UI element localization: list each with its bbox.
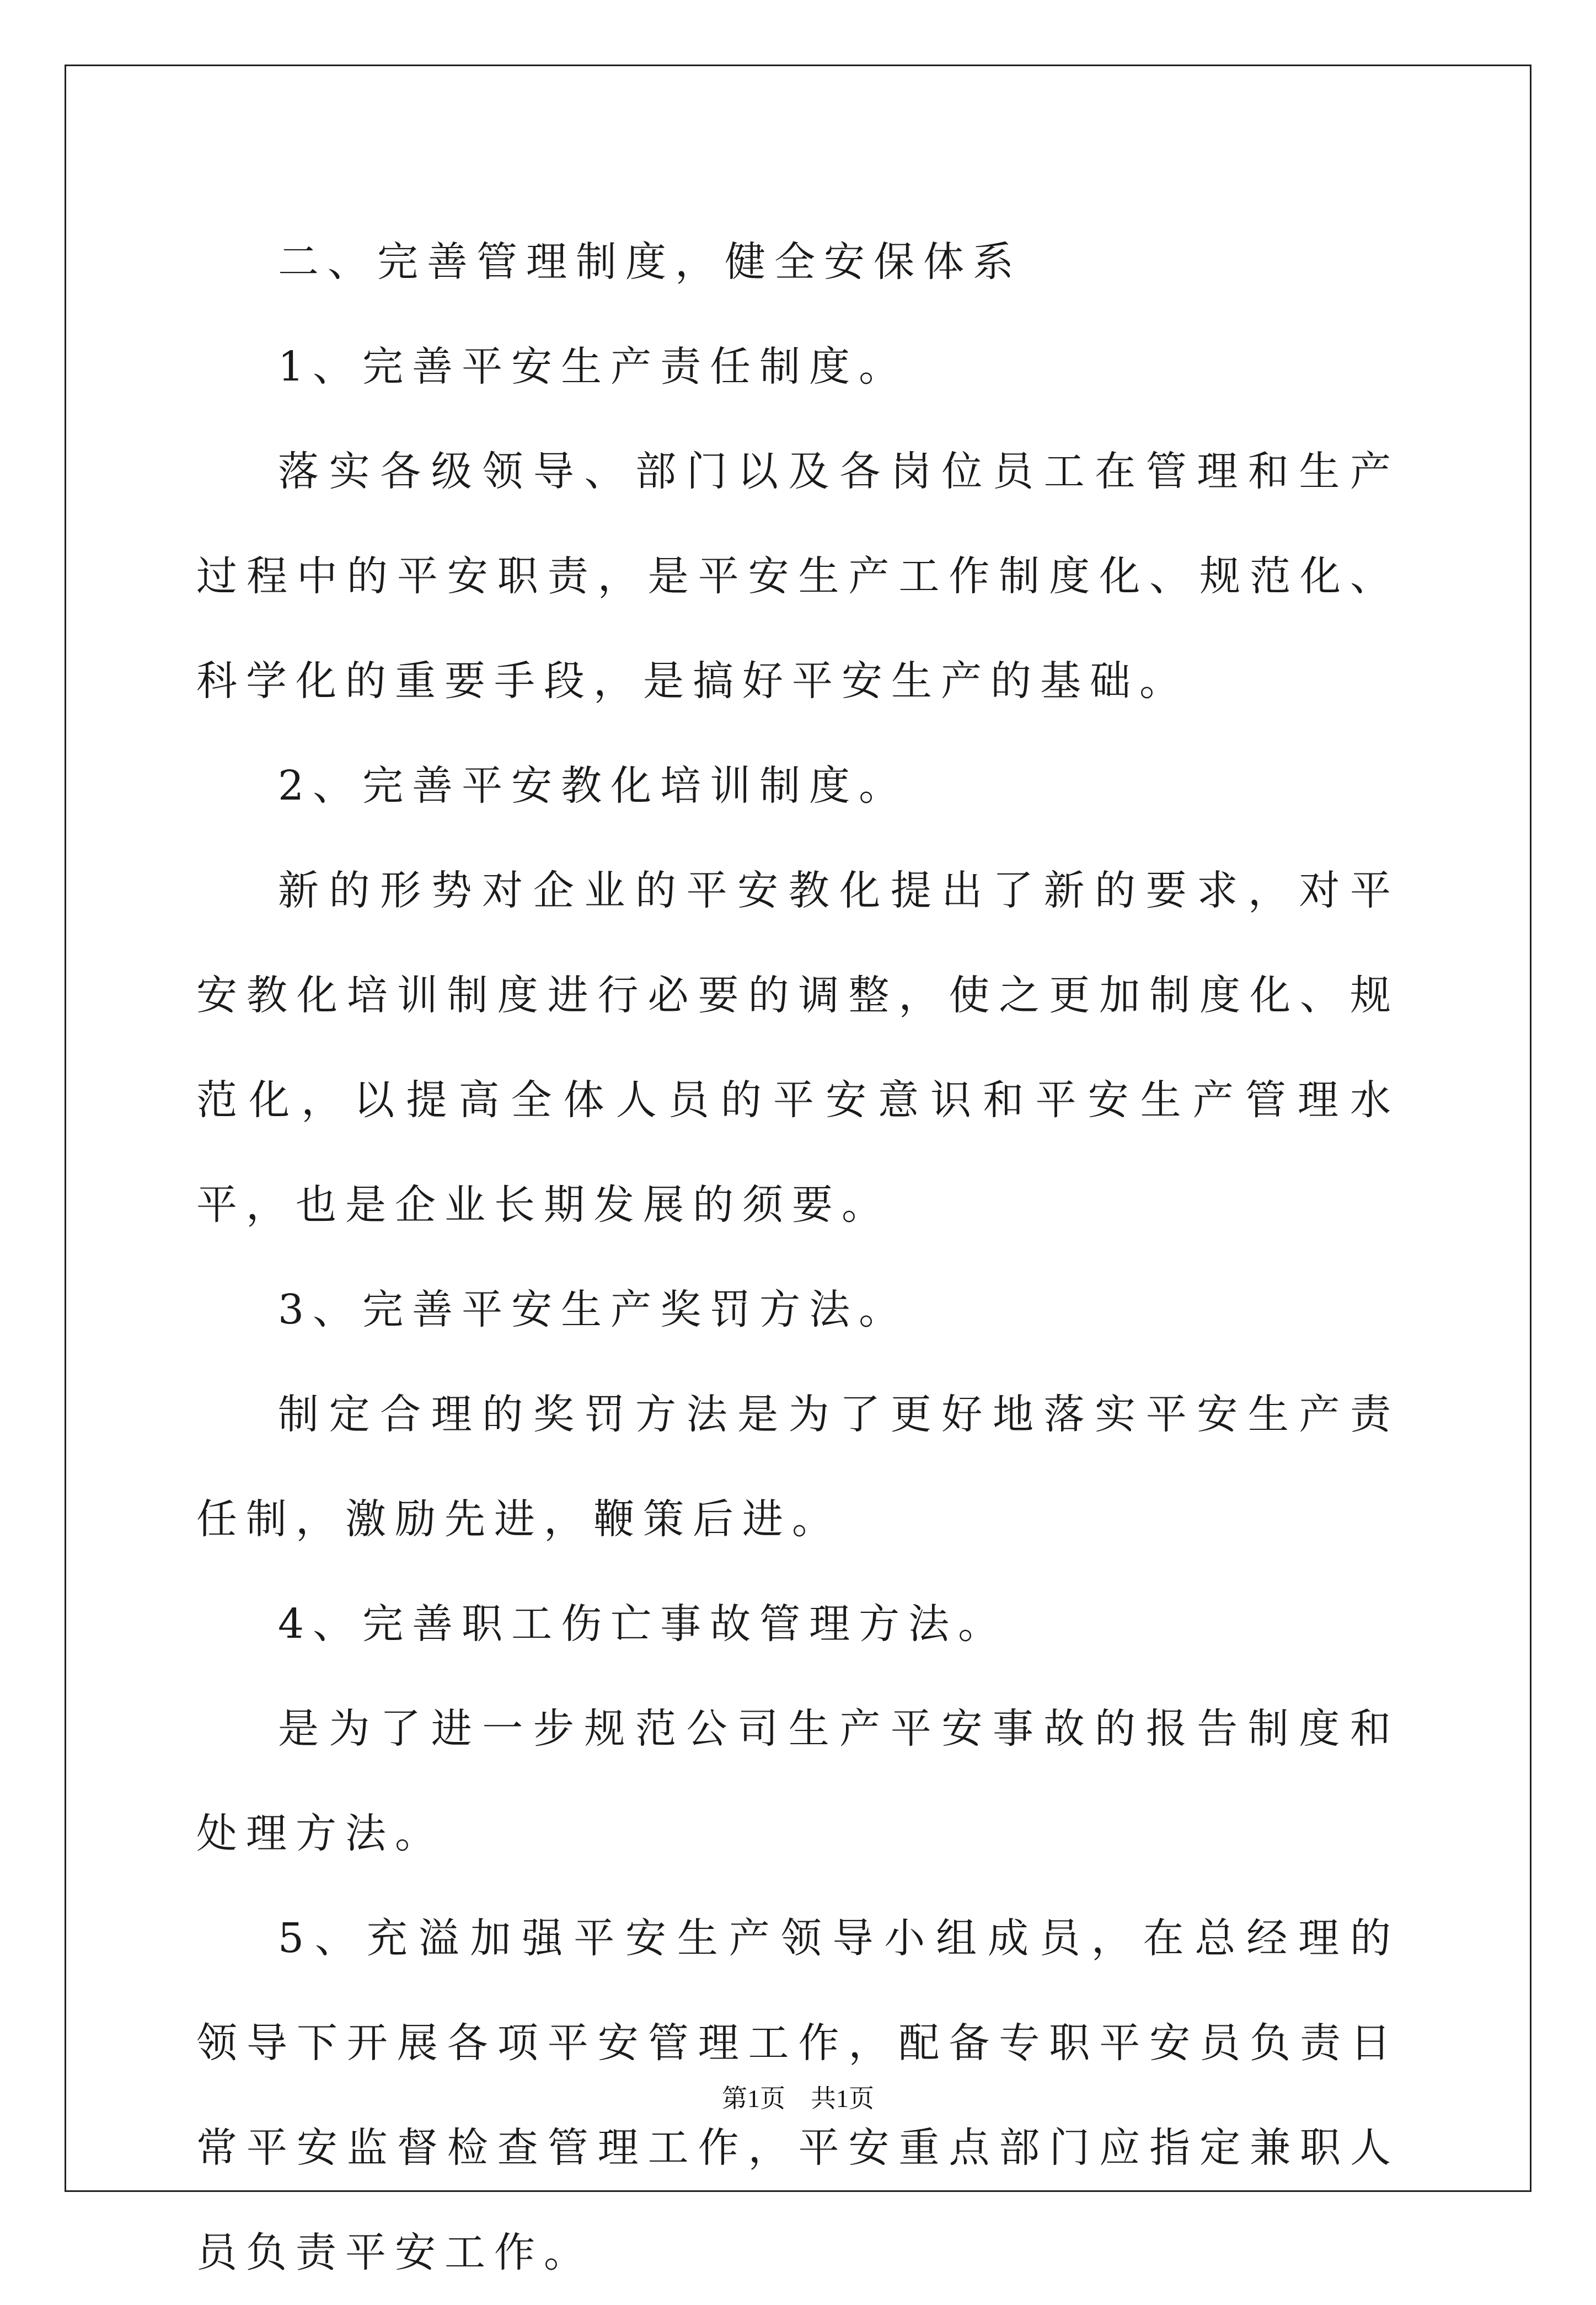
item-heading-3: 3、完善平安生产奖罚方法。: [278, 1286, 909, 1333]
page-number: 第1页: [722, 2084, 785, 2113]
document-body: [196, 210, 1400, 2305]
item-heading-4: 4、完善职工伤亡事故管理方法。: [278, 1600, 1008, 1648]
page-total: 共1页: [811, 2084, 874, 2113]
section-heading: 二、完善管理制度，健全安保体系: [278, 238, 1022, 286]
page-footer: [0, 2082, 1596, 2115]
paragraph-4: 是为了进一步规范公司生产平安事故的报告制度和处理方法。: [196, 1705, 1400, 1857]
item-heading-1: 1、完善平安生产责任制度。: [278, 343, 909, 390]
item-heading-2: 2、完善平安教化培训制度。: [278, 762, 909, 810]
paragraph-1: 落实各级领导、部门以及各岗位员工在管理和生产过程中的平安职责，是平安生产工作制度化、规范化、科学化的重要手段，是搞好平安生产的基础。: [196, 448, 1400, 705]
paragraph-2: 新的形势对企业的平安教化提出了新的要求，对平安教化培训制度进行必要的调整，使之更加制度化、规范化，以提高全体人员的平安意识和平安生产管理水平，也是企业长期发展的须要。: [196, 867, 1400, 1229]
paragraph-3: 制定合理的奖罚方法是为了更好地落实平安生产责任制，激励先进，鞭策后进。: [196, 1391, 1400, 1543]
item-5-paragraph: 5、充溢加强平安生产领导小组成员，在总经理的领导下开展各项平安管理工作，配备专职平安员负责日常平安监督检查管理工作，平安重点部门应指定兼职人员负责平安工作。: [196, 1915, 1400, 2276]
